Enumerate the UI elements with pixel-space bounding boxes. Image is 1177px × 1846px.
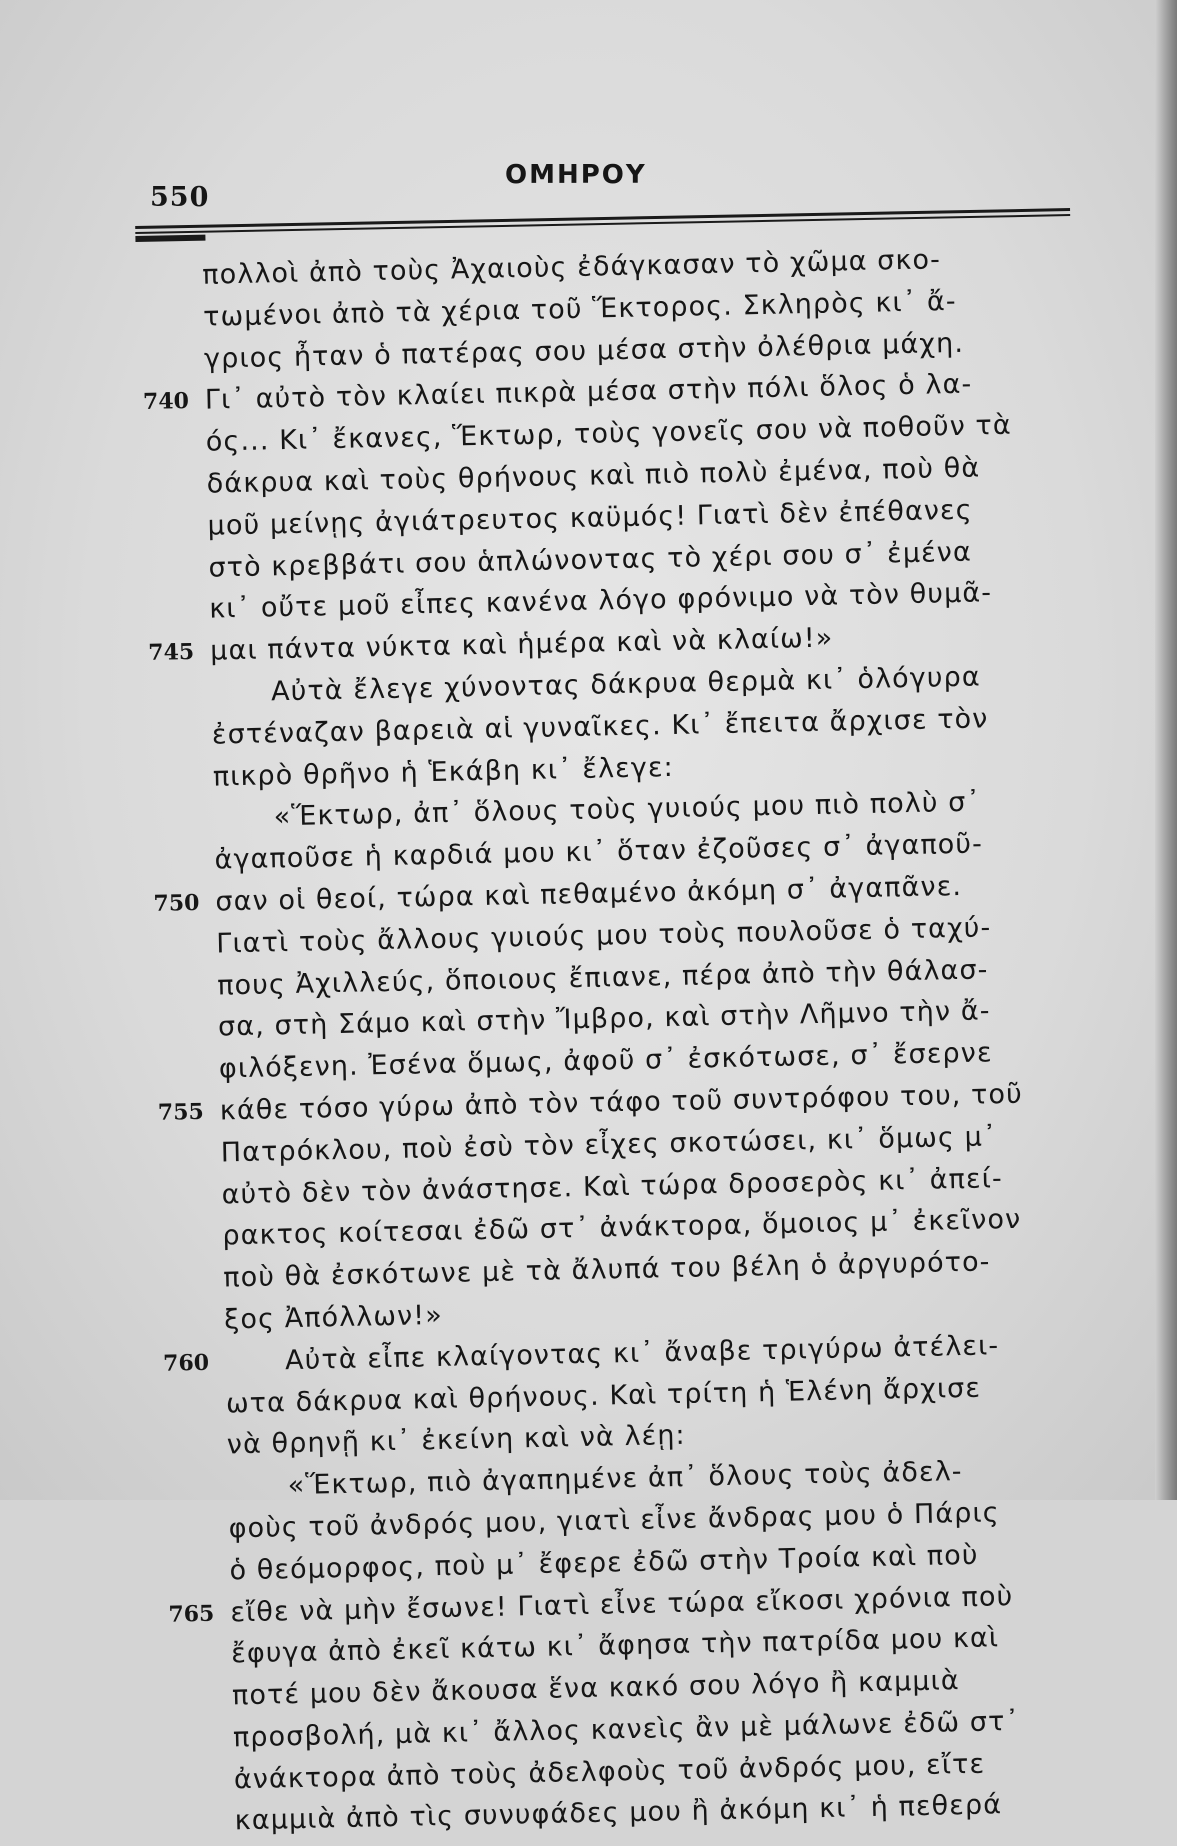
line-number xyxy=(164,1391,222,1392)
line-number xyxy=(152,848,210,849)
line-text: Πατρόκλου, ποὺ ἐσὺ τὸν εἶχες σκοτώσει, κι᾽ ὅμως μ᾽ xyxy=(220,1120,998,1169)
line-text: ἀνάκτορα ἀπὸ τοὺς ἀδελφοὺς τοῦ ἀνδρός μου, εἴτε xyxy=(233,1748,986,1796)
line-number xyxy=(166,1475,224,1476)
line-number xyxy=(146,555,204,556)
line-number xyxy=(167,1558,225,1559)
line-text: ρακτος κοίτεσαι ἐδῶ στ᾽ ἀνάκτορα, ὅμοιος μ᾽ ἐκεῖνον xyxy=(222,1204,1022,1252)
line-text: γριος ἦταν ὁ πατέρας σου μέσα στὴν ὀλέθρια μάχη. xyxy=(203,327,965,375)
line-number xyxy=(151,764,209,765)
line-text: σαν οἱ θεοί, τώρα καὶ πεθαμένο ἀκόμη σ᾽ ἀγαπᾶνε. xyxy=(215,870,963,918)
line-text: στὸ κρεββάτι σου ἁπλώνοντας τὸ χέρι σου σ᾽ ἐμένα xyxy=(208,536,973,584)
line-text: κάθε τόσο γύρω ἀπὸ τὸν τάφο τοῦ συντρόφου του, τοῦ xyxy=(219,1078,1024,1127)
line-number xyxy=(140,263,198,264)
line-text: μαι πάντα νύκτα καὶ ἡμέρα καὶ νὰ κλαίω!» xyxy=(209,622,834,667)
line-text: Αὐτὰ εἶπε κλαίγοντας κι᾽ ἄναβε τριγύρω ἀτέλει- xyxy=(284,1329,1000,1376)
line-number: 760 xyxy=(162,1349,210,1377)
line-text: κι᾽ οὔτε μοῦ εἶπες κανένα λόγο φρόνιμο νὰ τὸν θυμᾶ- xyxy=(209,577,993,625)
line-number xyxy=(165,1433,223,1434)
line-text: δάκρυα καὶ τοὺς θρήνους καὶ πιὸ πολὺ ἐμένα, ποὺ θὰ xyxy=(206,452,981,500)
line-number xyxy=(157,1057,215,1058)
line-number: 740 xyxy=(142,388,190,416)
line-text: «Ἕκτωρ, πιὸ ἀγαπημένε ἀπ᾽ ὅλους τοὺς ἀδελ- xyxy=(287,1456,963,1502)
line-text: φιλόξενη. Ἐσένα ὅμως, ἀφοῦ σ᾽ ἐσκότωσε, σ᾽ ἔσερνε xyxy=(218,1037,993,1085)
line-text: Γι᾽ αὐτὸ τὸν κλαίει πικρὰ μέσα στὴν πόλι ὅλος ὁ λα- xyxy=(204,368,973,417)
line-number xyxy=(154,931,212,932)
line-number xyxy=(166,1516,224,1517)
line-text: μοῦ μείνῃς ἀγιάτρευτος καϋμός! Γιατὶ δὲν ἐπέθανες xyxy=(207,494,973,542)
line-number xyxy=(144,430,202,431)
line-text: τωμένοι ἀπὸ τὰ χέρια τοῦ Ἕκτορος. Σκληρὸς κι᾽ ἄ- xyxy=(202,285,958,333)
line-text: «Ἕκτωρ, ἀπ᾽ ὅλους τοὺς γυιούς μου πιὸ πολὺ σ᾽ xyxy=(273,786,982,833)
line-number xyxy=(156,1015,214,1016)
line-text: ἀγαποῦσε ἡ καρδιά μου κι᾽ ὅταν ἐζοῦσες σ᾽ ἀγαποῦ- xyxy=(214,828,984,876)
line-number xyxy=(147,597,205,598)
line-text: ωτα δάκρυα καὶ θρήνους. Καὶ τρίτη ἡ Ἑλένη ἄρχισε xyxy=(225,1372,982,1419)
line-number xyxy=(159,1182,217,1183)
line-text: ἐστέναζαν βαρειὰ αἱ γυναῖκες. Κι᾽ ἔπειτα ἄρχισε τὸν xyxy=(211,703,989,751)
line-number xyxy=(145,472,203,473)
line-number xyxy=(152,806,210,807)
line-number: 745 xyxy=(148,639,195,667)
line-number xyxy=(161,1266,219,1267)
line-number xyxy=(155,973,213,974)
line-text: ός... Κι᾽ ἔκανες, Ἕκτωρ, τοὺς γονεῖς σου νὰ ποθοῦν τὰ xyxy=(205,409,1013,458)
line-text: Αὐτὰ ἔλεγε χύνοντας δάκρυα θερμὰ κι᾽ ὁλόγυρα xyxy=(270,661,981,708)
line-number xyxy=(162,1307,220,1308)
text-block xyxy=(140,238,1123,1846)
line-text: καμμιὰ ἀπὸ τὶς συνυφάδες μου ἢ ἀκόμη κι᾽ ἡ πεθερά xyxy=(234,1789,1003,1837)
line-text: Γιατὶ τοὺς ἄλλους γυιούς μου τοὺς πουλοῦσε ὁ ταχύ- xyxy=(216,912,992,960)
line-number xyxy=(150,722,208,723)
line-number xyxy=(172,1767,230,1768)
line-text: προσβολή, μὰ κι᾽ ἄλλος κανεὶς ἂν μὲ μάλωνε ἐδῶ στ᾽ xyxy=(232,1705,1021,1754)
line-text: ἔφυγα ἀπὸ ἐκεῖ κάτω κι᾽ ἄφησα τὴν πατρίδα μου καὶ xyxy=(230,1622,1000,1670)
line-number xyxy=(171,1725,229,1726)
line-number xyxy=(159,1140,217,1141)
line-number xyxy=(169,1642,227,1643)
line-number xyxy=(141,305,199,306)
line-number xyxy=(142,346,200,347)
line-number xyxy=(149,681,207,682)
line-text: φοὺς τοῦ ἀνδρός μου, γιατὶ εἶνε ἄνδρας μου ὁ Πάρις xyxy=(228,1497,1000,1545)
line-text: ξος Ἀπόλλων!» xyxy=(223,1299,444,1336)
line-text: ποὺ θὰ ἐσκότωνε μὲ τὰ ἄλυπά του βέλη ὁ ἀργυρότο- xyxy=(223,1246,991,1294)
line-text: πικρὸ θρῆνο ἡ Ἑκάβη κι᾽ ἔλεγε: xyxy=(212,751,675,793)
line-number xyxy=(173,1809,231,1810)
line-text: ποτέ μου δὲν ἄκουσα ἕνα κακό σου λόγο ἢ καμμιὰ xyxy=(231,1665,961,1712)
line-text: αὐτὸ δὲν τὸν ἀνάστησε. Καὶ τώρα δροσερὸς κι᾽ ἀπεί- xyxy=(221,1162,1004,1211)
page-header xyxy=(135,150,1070,240)
line-number: 755 xyxy=(157,1098,205,1126)
line-number xyxy=(160,1224,218,1225)
line-text: πολλοὶ ἀπὸ τοὺς Ἀχαιοὺς ἐδάγκασαν τὸ χῶμα σκο- xyxy=(202,244,942,291)
page-edge-shadow xyxy=(1155,0,1177,1500)
line-number xyxy=(145,514,203,515)
line-number: 765 xyxy=(168,1600,215,1628)
line-text: σα, στὴ Σάμο καὶ στὴν Ἴμβρο, καὶ στὴν Λῆμνο τὴν ἄ- xyxy=(217,995,991,1043)
running-head: ΟΜΗΡΟΥ xyxy=(505,160,647,190)
header-rule xyxy=(135,198,1070,242)
line-text: πους Ἀχιλλεύς, ὅποιους ἔπιανε, πέρα ἀπὸ τὴν θάλασ- xyxy=(216,953,989,1002)
page-number: 550 xyxy=(150,182,210,213)
line-number xyxy=(170,1684,228,1685)
line-text: εἴθε νὰ μὴν ἔσωνε! Γιατὶ εἶνε τώρα εἴκοσι χρόνια ποὺ xyxy=(230,1580,1014,1628)
line-number: 750 xyxy=(153,889,200,917)
line-text: ὁ θεόμορφος, ποὺ μ᾽ ἔφερε ἐδῶ στὴν Τροία καὶ ποὺ xyxy=(229,1539,979,1587)
line-text: νὰ θρηνῇ κι᾽ ἐκείνη καὶ νὰ λέῃ: xyxy=(226,1420,687,1461)
